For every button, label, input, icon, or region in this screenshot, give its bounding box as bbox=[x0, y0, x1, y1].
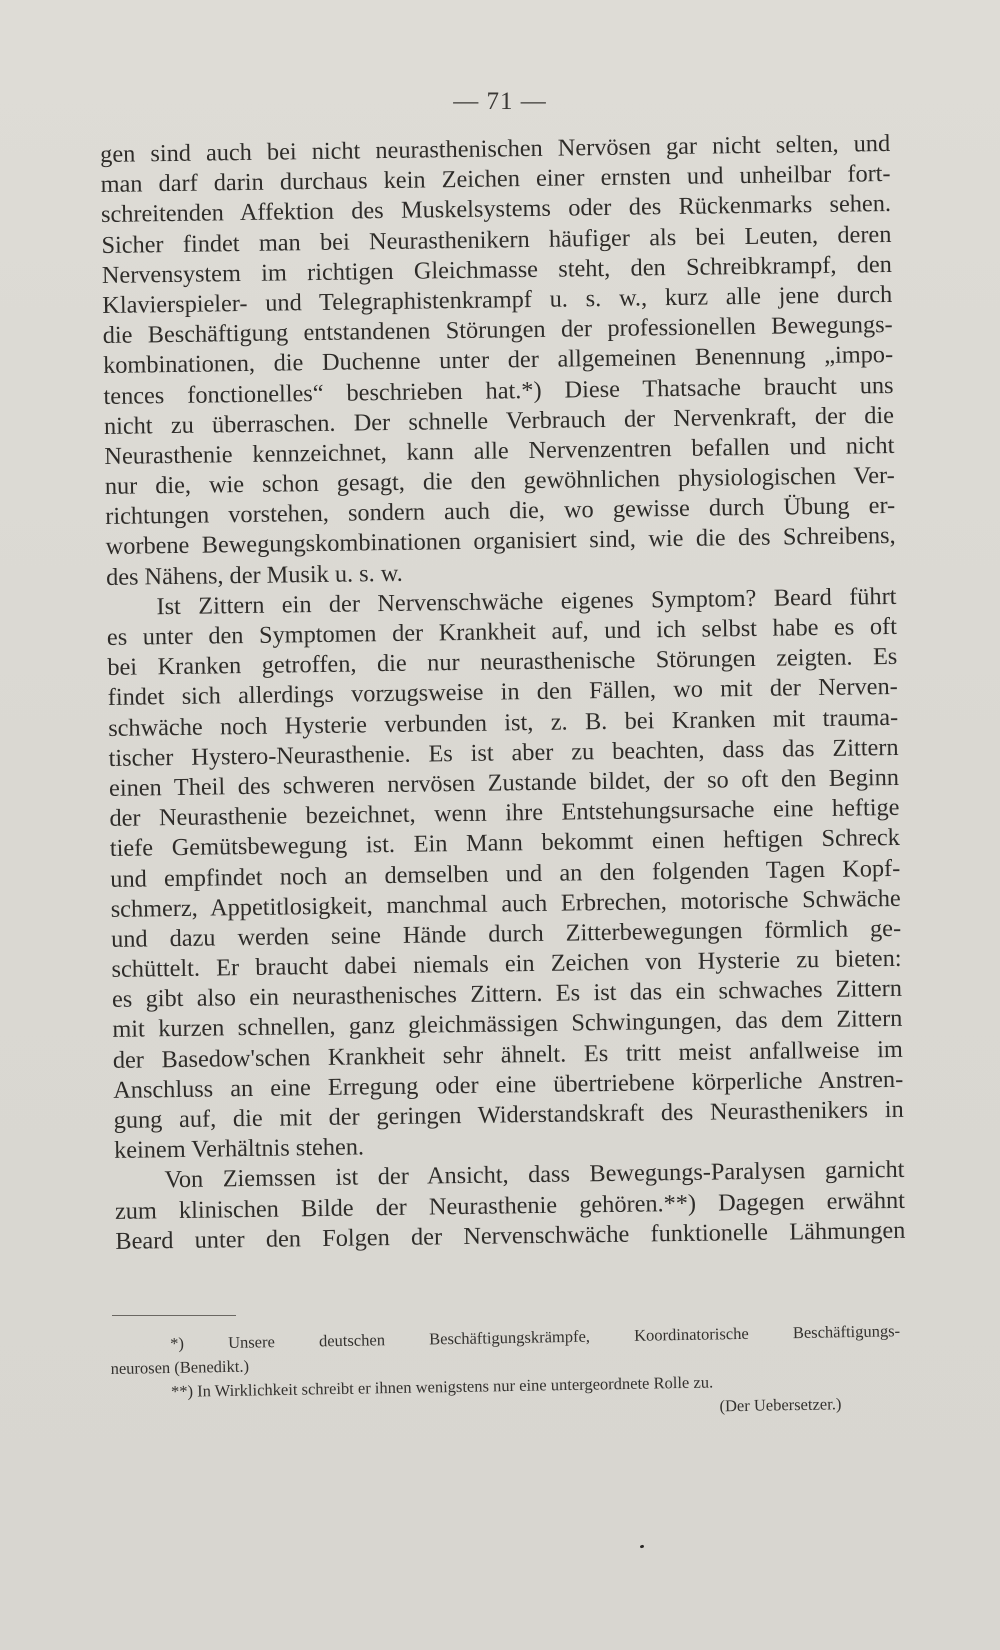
text-line: tences fonctionelles“ beschrieben hat.*) Diese Thatsache braucht uns bbox=[103, 371, 894, 410]
ink-speck bbox=[640, 1544, 645, 1548]
text-line: Sicher findet man bei Neurasthenikern häufiger als bei Leuten, deren bbox=[101, 220, 892, 259]
text-line: nur die, wie schon gesagt, die den gewöhnlichen physiologischen Ver- bbox=[104, 461, 895, 501]
text-line: richtungen vorstehen, sondern auch die, wo gewisse durch Übung er- bbox=[105, 492, 896, 531]
text-line: keinem Verhältnis stehen. bbox=[113, 1133, 365, 1165]
text-line: mit kurzen schnellen, ganz gleichmässigen Schwingungen, das dem Zittern bbox=[112, 1005, 903, 1044]
text-line: die Beschäftigung entstandenen Störungen der professionellen Bewegungs- bbox=[102, 311, 893, 350]
text-line: man darf darin durchaus kein Zeichen einer ernsten und unheilbar fort- bbox=[100, 160, 891, 199]
text-line: es gibt also ein neurasthenisches Zittern. Es ist das ein schwaches Zittern bbox=[111, 975, 903, 1014]
text-line: kombinationen, die Duchenne unter der allgemeinen Benennung „impo- bbox=[102, 341, 894, 380]
text-line: schwäche noch Hysterie verbunden ist, z. B. bei Kranken mit trauma- bbox=[108, 703, 899, 742]
text-line: und empfindet noch an demselben und an den folgenden Tagen Kopf- bbox=[110, 854, 901, 893]
text-line: es unter den Symptomen der Krankheit auf, und ich selbst habe es oft bbox=[106, 612, 898, 651]
text-line: schreitenden Affektion des Muskelsystems oder des Rückenmarks sehen. bbox=[100, 190, 892, 229]
text-line: einen Theil des schweren nervösen Zustande bildet, der so oft den Beginn bbox=[108, 763, 900, 802]
text-line: tischer Hystero-Neurasthenie. Es ist aber zu beachten, dass das Zittern bbox=[108, 733, 899, 772]
text-line: gung auf, die mit der geringen Widerstandskraft des Neurasthenikers in bbox=[113, 1095, 904, 1134]
footnote-divider bbox=[112, 1315, 236, 1316]
text-line: Neurasthenie kennzeichnet, kann alle Nervenzentren befallen und nicht bbox=[104, 431, 895, 470]
page-number: — 71 — bbox=[453, 88, 547, 115]
text-line: schüttelt. Er braucht dabei niemals ein Zeichen von Hysterie zu bieten: bbox=[111, 944, 902, 983]
footnote-1-continued: neurosen (Benedikt.) bbox=[110, 1356, 250, 1378]
text-line: tiefe Gemütsbewegung ist. Ein Mann bekommt einen heftigen Schreck bbox=[109, 824, 901, 863]
text-line: bei Kranken getroffen, die nur neurasthenische Störungen zeigten. Es bbox=[107, 643, 898, 682]
text-line: des Nähens, der Musik u. s. w. bbox=[105, 559, 403, 591]
paragraph-start-line: Von Ziemssen ist der Ansicht, dass Bewegungs-Paralysen garnicht bbox=[164, 1156, 905, 1194]
text-line: Nervensystem im richtigen Gleichmasse steht, den Schreibkrampf, den bbox=[101, 250, 892, 289]
text-line: der Neurasthenie bezeichnet, wenn ihre Entstehungsursache eine heftige bbox=[109, 794, 900, 833]
text-line: Anschluss an eine Erregung oder eine übertriebene körperliche Anstren- bbox=[113, 1065, 904, 1104]
text-line: Beard unter den Folgen der Nervenschwäche funktionelle Lähmungen bbox=[115, 1216, 906, 1255]
footnotes bbox=[110, 1319, 902, 1429]
text-line: Klavierspieler- und Telegraphistenkrampf u. s. w., kurz alle jene durch bbox=[102, 280, 893, 319]
text-line: zum klinischen Bilde der Neurasthenie gehören.**) Dagegen erwähnt bbox=[114, 1186, 906, 1225]
paragraph-start-line: Ist Zittern ein der Nervenschwäche eigenes Symptom? Beard führt bbox=[156, 582, 897, 621]
text-line: nicht zu überraschen. Der schnelle Verbrauch der Nervenkraft, der die bbox=[103, 401, 895, 440]
footnote-1: *) Unsere deutschen Beschäftigungskrämpfe, Koordinatorische Beschäftigungs- bbox=[170, 1321, 901, 1353]
footnote-2: **) In Wirklichkeit schreibt er ihnen wenigstens nur eine untergeordnete Rolle zu. bbox=[170, 1372, 714, 1401]
text-line: schmerz, Appetitlosigkeit, manchmal auch Erbrechen, motorische Schwäche bbox=[110, 884, 901, 923]
text-line: der Basedow'schen Krankheit sehr ähnelt. Es tritt meist anfallweise im bbox=[112, 1035, 903, 1074]
translator-note: (Der Uebersetzer.) bbox=[719, 1394, 842, 1416]
text-line: worbene Bewegungskombinationen organisiert sind, wie die des Schreibens, bbox=[105, 522, 896, 561]
text-line: und dazu werden seine Hände durch Zitterbewegungen förmlich ge- bbox=[110, 914, 902, 953]
text-line: gen sind auch bei nicht neurasthenischen Nervösen gar nicht selten, und bbox=[100, 129, 891, 168]
text-line: findet sich allerdings vorzugsweise in den Fällen, wo mit der Nerven- bbox=[107, 673, 898, 712]
main-text bbox=[100, 129, 906, 1257]
